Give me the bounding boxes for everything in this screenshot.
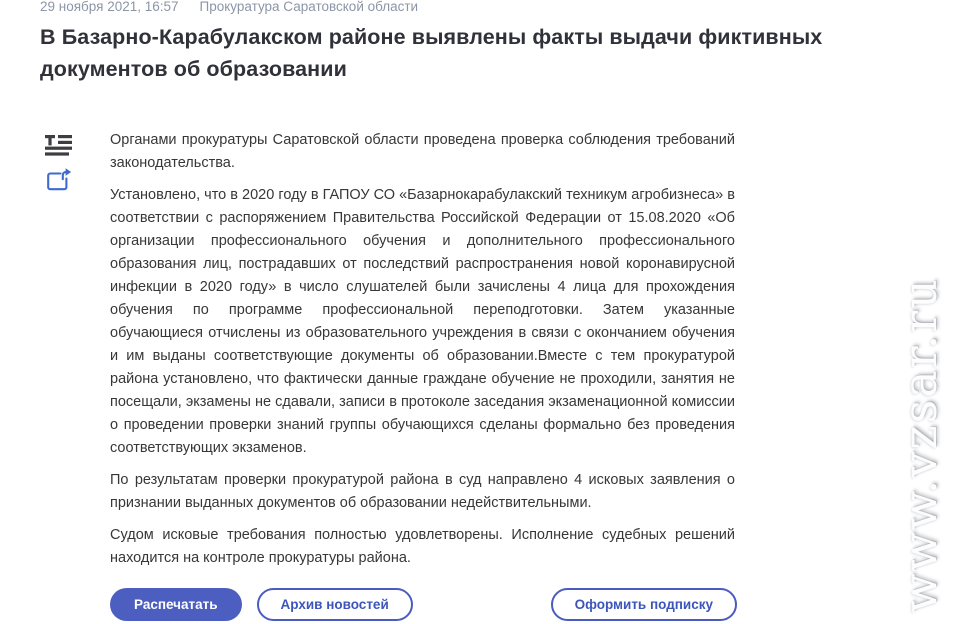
subscribe-button[interactable]: Оформить подписку <box>551 588 737 621</box>
share-icon <box>44 182 72 197</box>
paragraph: Органами прокуратуры Саратовской области проведена проверка соблюдения требований законодательства. <box>110 132 735 171</box>
news-archive-button[interactable]: Архив новостей <box>257 588 413 621</box>
article-title: В Базарно-Карабулакском районе выявлены факты выдачи фиктивных документов об образовании <box>40 25 823 81</box>
article-meta <box>40 0 418 15</box>
article-body <box>110 129 735 579</box>
paragraph: Судом исковые требования полностью удовлетворены. Исполнение судебных решений находится на контроле прокуратуры района. <box>110 527 735 566</box>
source-label: Прокуратура Саратовской области <box>199 0 419 14</box>
paragraph: По результатам проверки прокуратурой района в суд направлено 4 исковых заявления о признании выданных документов об образовании недействительными. <box>110 472 735 511</box>
article-tools <box>44 134 73 194</box>
text-version-button[interactable] <box>44 134 73 157</box>
publish-date: 29 ноября 2021, 16:57 <box>40 0 179 14</box>
share-button[interactable] <box>44 166 72 194</box>
watermark: www.vzsar.ru <box>893 277 947 613</box>
print-button[interactable]: Распечатать <box>110 588 242 621</box>
paragraph: Установлено, что в 2020 году в ГАПОУ СО «Базарнокарабулакский техникум агробизнеса» в соответствии с распоряжением Правительства Российской Федерации от 15.08.2020 «Об организации профессионального обучения и дополнительного профессионального образования лиц, пострадавших от последствий распространения новой коронавирусной инфекции в 2020 году» в число слушателей были зачислены 4 лица для прохождения обучения по программе профессиональной переподготовки. Затем указанные обучающиеся отчислены из образовательного учреждения в связи с окончанием обучения и им выданы соответствующие документы об образовании.Вместе с тем прокуратурой района установлено, что фактически данные граждане обучение не проходили, занятия не посещали, экзамены не сдавали, записи в протоколе заседания экзаменационной комиссии о проведении проверки знаний группы обучающихся сделаны формально без проведения соответствующих экзаменов. <box>110 187 735 456</box>
article-actions <box>110 588 737 621</box>
text-version-icon <box>44 145 73 160</box>
